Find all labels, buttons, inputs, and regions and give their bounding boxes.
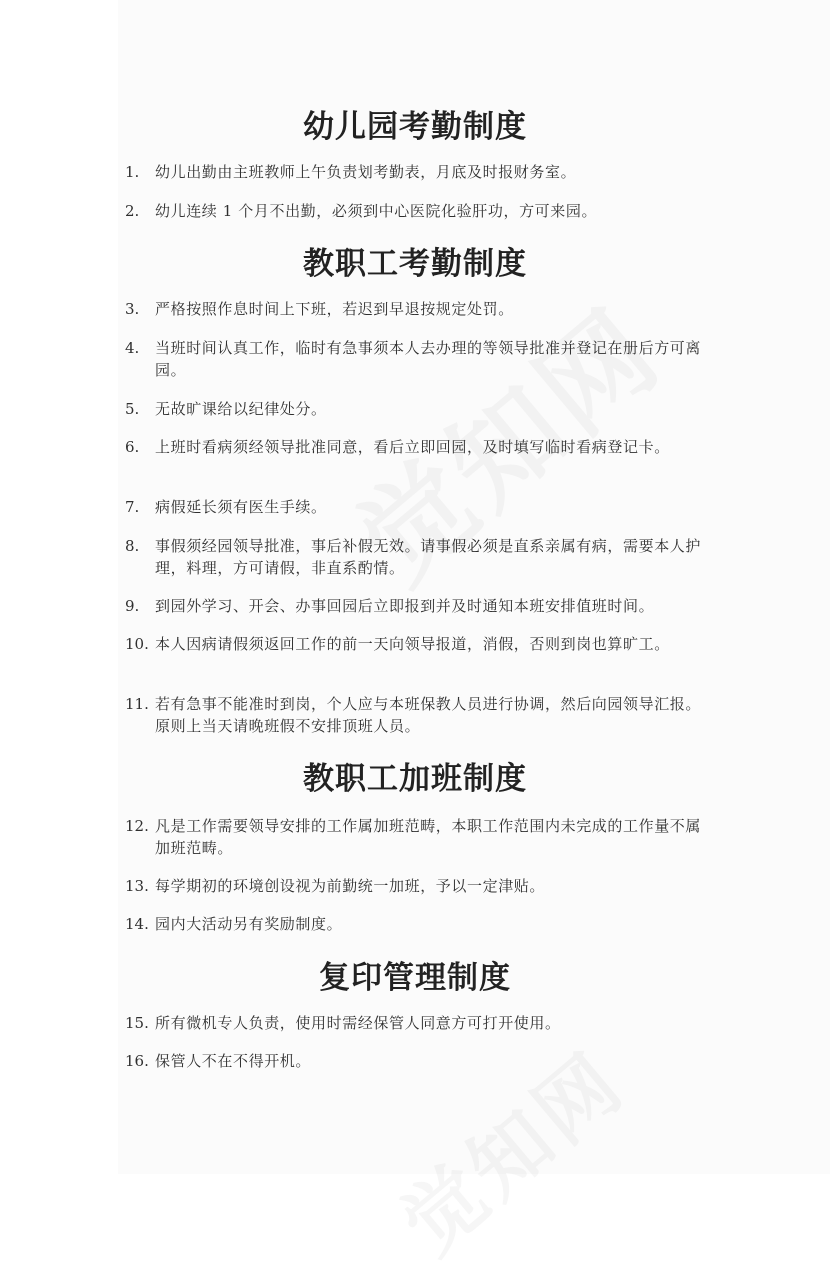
item-number: 6. bbox=[125, 438, 140, 456]
item-text: 到园外学习、开会、办事回园后立即报到并及时通知本班安排值班时间。 bbox=[155, 597, 655, 615]
item-text: 每学期初的环境创设视为前勤统一加班，予以一定津贴。 bbox=[155, 877, 546, 895]
list-item bbox=[125, 298, 710, 320]
item-text: 所有微机专人负责，使用时需经保管人同意方可打开使用。 bbox=[155, 1014, 561, 1032]
section-title-staff-overtime: 教职工加班制度 bbox=[303, 761, 527, 797]
item-number: 5. bbox=[125, 400, 140, 418]
list-item bbox=[125, 398, 710, 420]
item-number: 13. bbox=[125, 877, 149, 895]
item-text: 幼儿连续 1 个月不出勤，必须到中心医院化验肝功，方可来园。 bbox=[155, 202, 598, 220]
item-text: 若有急事不能准时到岗，个人应与本班保教人员进行协调，然后向园领导汇报。原则上当天请晚班假不安排顶班人员。 bbox=[155, 695, 702, 735]
item-text: 凡是工作需要领导安排的工作属加班范畴，本职工作范围内未完成的工作量不属加班范畴。 bbox=[155, 817, 702, 857]
item-number: 12. bbox=[125, 817, 149, 835]
list-item bbox=[125, 693, 710, 737]
list-item bbox=[125, 913, 710, 935]
section-title-copy-management: 复印管理制度 bbox=[319, 960, 511, 996]
item-number: 9. bbox=[125, 597, 140, 615]
list-item bbox=[125, 595, 710, 617]
list-item bbox=[125, 1012, 710, 1034]
list-item bbox=[125, 875, 710, 897]
item-number: 7. bbox=[125, 498, 140, 516]
list-item bbox=[125, 815, 710, 859]
item-number: 10. bbox=[125, 635, 149, 653]
list-item bbox=[125, 535, 710, 579]
item-number: 8. bbox=[125, 537, 140, 555]
item-number: 11. bbox=[125, 695, 149, 713]
list-item bbox=[125, 1050, 710, 1072]
section-title-kindergarten-attendance: 幼儿园考勤制度 bbox=[303, 109, 527, 145]
item-text: 幼儿出勤由主班教师上午负责划考勤表，月底及时报财务室。 bbox=[155, 163, 577, 181]
list-item bbox=[125, 161, 710, 183]
item-text: 当班时间认真工作，临时有急事须本人去办理的等领导批准并登记在册后方可离园。 bbox=[155, 339, 702, 379]
item-number: 4. bbox=[125, 339, 140, 357]
item-text: 本人因病请假须返回工作的前一天向领导报道，消假，否则到岗也算旷工。 bbox=[155, 635, 670, 653]
item-text: 无故旷课给以纪律处分。 bbox=[155, 400, 327, 418]
section-title-staff-attendance: 教职工考勤制度 bbox=[303, 246, 527, 282]
list-item bbox=[125, 633, 710, 655]
list-item bbox=[125, 200, 710, 222]
item-number: 15. bbox=[125, 1014, 149, 1032]
item-text: 病假延长须有医生手续。 bbox=[155, 498, 327, 516]
item-text: 园内大活动另有奖励制度。 bbox=[155, 915, 343, 933]
list-item bbox=[125, 496, 710, 518]
item-text: 严格按照作息时间上下班，若迟到早退按规定处罚。 bbox=[155, 300, 514, 318]
item-number: 16. bbox=[125, 1052, 149, 1070]
page-margin bbox=[0, 0, 118, 1174]
item-text: 上班时看病须经领导批准同意，看后立即回园，及时填写临时看病登记卡。 bbox=[155, 438, 670, 456]
item-text: 保管人不在不得开机。 bbox=[155, 1052, 312, 1070]
item-number: 2. bbox=[125, 202, 140, 220]
list-item bbox=[125, 337, 710, 381]
item-number: 14. bbox=[125, 915, 149, 933]
item-text: 事假须经园领导批准，事后补假无效。请事假必须是直系亲属有病，需要本人护理，料理，方可请假，非直系酌情。 bbox=[155, 537, 702, 577]
list-item bbox=[125, 436, 710, 458]
item-number: 3. bbox=[125, 300, 140, 318]
item-number: 1. bbox=[125, 163, 140, 181]
